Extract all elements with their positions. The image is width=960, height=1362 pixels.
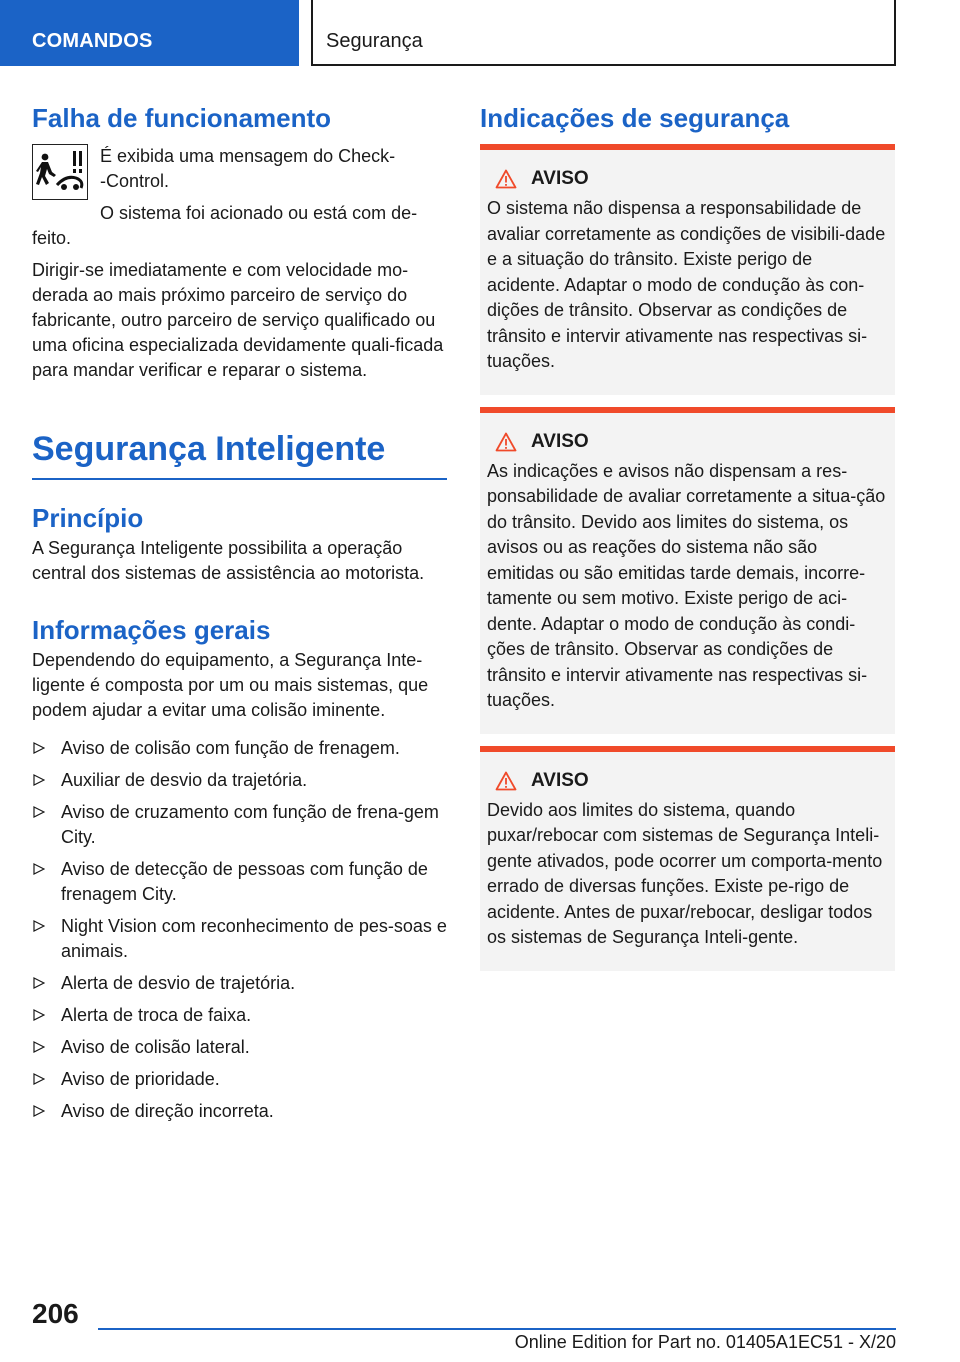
malfunction-line1: É exibida uma mensagem do Check- [100,146,396,166]
triangle-bullet-icon [33,863,45,875]
warning-text: O sistema não dispensa a responsabilidade de avaliar corretamente as condições de visibili-dade e a situação do trânsito. Existe perigo de acidente. Adaptar o modo de condução às con-dições de trânsito. Observar as condições de trânsito e intervir ativamente nas respectivas si-tuações. [487,198,886,371]
general-title: Informações gerais [32,615,271,645]
malfunction-para1-b: feito. [32,228,72,248]
list-item: Night Vision com reconhecimento de pes-soas e animais. [32,914,447,964]
general-text: Dependendo do equipamento, a Segurança Inte-ligente é composta por um ou mais sistemas, que podem ajudar a evitar uma colisão iminente. [32,650,429,720]
triangle-bullet-icon [33,742,45,754]
warning-label: AVISO [531,769,589,791]
right-column [480,100,895,983]
list-item: Aviso de cruzamento com função de frena-gem City. [32,800,447,850]
title-rule [32,478,447,480]
safety-title: Indicações de segurança [480,103,790,133]
principle-text: A Segurança Inteligente possibilita a operação central dos sistemas de assistência ao motorista. [32,538,425,583]
warning-text: As indicações e avisos não dispensam a res-ponsabilidade de avaliar corretamente a situa-ção do trânsito. Devido aos limites do sistema, os avisos ou as reações do sistema não são emitidas ou são emitidas tarde demais, incorre-tamente ou sem motivo. Existe perigo de aci-dente. Adaptar o modo de condução às condi-ções de trânsito. Observar as condições de trânsito e intervir ativamente nas respectivas si-tuações. [487,460,886,710]
left-column [32,100,447,1131]
triangle-bullet-icon [33,1105,45,1117]
warning-label: AVISO [531,430,589,452]
section-tab [0,0,299,66]
section-label: COMANDOS [32,30,153,52]
systems-list [32,736,447,1124]
malfunction-para1-a: O sistema foi acionado ou está com de- [100,203,418,223]
warning-triangle-icon [495,432,517,452]
intelligent-title: Segurança Inteligente [32,430,386,468]
triangle-bullet-icon [33,1073,45,1085]
list-item: Aviso de detecção de pessoas com função de frenagem City. [32,857,447,907]
list-item: Alerta de desvio de trajetória. [32,971,447,996]
malfunction-para2: Dirigir-se imediatamente e com velocidade mo-derada ao mais próximo parceiro de serviço do fabricante, outro parceiro de serviço qualificado ou uma oficina especializada devidamente quali-ficada para mandar verificar e reparar o sistema. [32,260,444,380]
triangle-bullet-icon [33,1009,45,1021]
warning-triangle-icon [495,771,517,791]
list-item: Aviso de direção incorreta. [32,1099,447,1124]
warning-triangle-icon [495,169,517,189]
list-item: Auxiliar de desvio da trajetória. [32,768,447,793]
topic-label: Segurança [326,30,423,52]
footer-rule [98,1328,896,1330]
triangle-bullet-icon [33,806,45,818]
warning-text: Devido aos limites do sistema, quando puxar/rebocar com sistemas de Segurança Inteli-gente ativados, pode ocorrer um comporta-mento errado de diversas funções. Existe pe-rigo de acidente. Antes de puxar/rebocar, desligar todos os sistemas de Segurança Inteli-gente. [487,799,883,947]
list-item: Aviso de prioridade. [32,1067,447,1092]
pedestrian-warning-icon [32,144,88,200]
principle-title: Princípio [32,503,144,533]
list-item: Aviso de colisão com função de frenagem. [32,736,447,761]
topic-tab [311,0,896,66]
triangle-bullet-icon [33,774,45,786]
malfunction-line2: -Control. [100,171,170,191]
warnings-list [480,144,895,971]
list-item: Aviso de colisão lateral. [32,1035,447,1060]
malfunction-block [32,144,447,383]
triangle-bullet-icon [33,977,45,989]
warning-box [480,746,895,971]
triangle-bullet-icon [33,1041,45,1053]
malfunction-title: Falha de funcionamento [32,103,332,133]
footer-edition: Online Edition for Part no. 01405A1EC51 - X/20 [514,1332,896,1352]
warning-box [480,144,895,395]
list-item: Alerta de troca de faixa. [32,1003,447,1028]
page-number: 206 [32,1298,79,1329]
warning-label: AVISO [531,168,589,189]
warning-box [480,407,895,734]
triangle-bullet-icon [33,920,45,932]
